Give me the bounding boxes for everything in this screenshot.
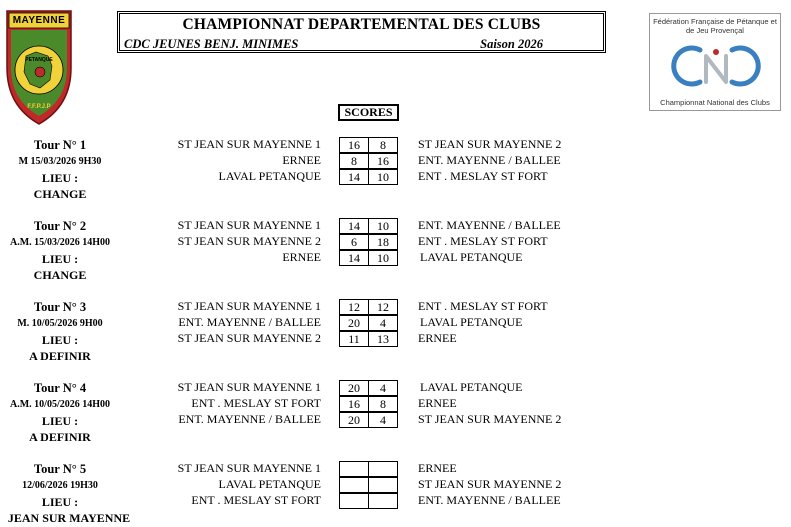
tour-place: A DEFINIR <box>29 349 91 363</box>
tour-date: A.M. 10/05/2026 14H00 <box>10 399 110 410</box>
away-team: ERNEE <box>418 331 457 345</box>
home-team: ST JEAN SUR MAYENNE 1 <box>177 299 321 313</box>
home-team: ST JEAN SUR MAYENNE 1 <box>177 380 321 394</box>
home-team: ENT. MAYENNE / BALLEE <box>178 315 321 329</box>
home-team: ERNEE <box>282 250 321 264</box>
home-team: ST JEAN SUR MAYENNE 1 <box>177 461 321 475</box>
home-team: ST JEAN SUR MAYENNE 2 <box>177 331 321 345</box>
tour-lieu: LIEU : <box>41 252 79 266</box>
away-team: ENT. MAYENNE / BALLEE <box>418 153 561 167</box>
tour-lieu: LIEU : <box>41 333 79 347</box>
score-away[interactable] <box>368 461 398 477</box>
score-away: 12 <box>368 299 398 315</box>
score-away[interactable] <box>368 477 398 493</box>
score-away: 10 <box>368 250 398 266</box>
score-home: 14 <box>339 218 369 234</box>
mayenne-logo <box>4 8 74 126</box>
score-away: 4 <box>368 315 398 331</box>
score-away: 4 <box>368 380 398 396</box>
logo-footer-text: F.F.P.J.P <box>27 104 51 110</box>
away-team: ENT . MESLAY ST FORT <box>418 169 548 183</box>
score-home: 14 <box>339 250 369 266</box>
tour-date: A.M. 15/03/2026 14H00 <box>10 237 110 248</box>
page-subtitle: CDC JEUNES BENJ. MINIMES <box>124 37 299 51</box>
score-home: 16 <box>339 396 369 412</box>
score-away[interactable] <box>368 493 398 509</box>
score-away: 4 <box>368 412 398 428</box>
tour-place: CHANGE <box>33 268 87 282</box>
score-home[interactable] <box>339 461 369 477</box>
tour-date: M 15/03/2026 9H30 <box>18 156 102 167</box>
score-home: 6 <box>339 234 369 250</box>
score-away: 10 <box>368 218 398 234</box>
tour-title: Tour N° 4 <box>33 381 87 395</box>
tour-title: Tour N° 1 <box>33 138 87 152</box>
home-team: ST JEAN SUR MAYENNE 2 <box>177 234 321 248</box>
away-team: ST JEAN SUR MAYENNE 2 <box>418 137 562 151</box>
tour-lieu: LIEU : <box>41 171 79 185</box>
away-team: ST JEAN SUR MAYENNE 2 <box>418 477 562 491</box>
scores-heading: SCORES <box>338 104 399 121</box>
ffpjp-logo <box>649 13 781 111</box>
tour-title: Tour N° 3 <box>33 300 87 314</box>
away-team: LAVAL PETANQUE <box>420 315 523 329</box>
score-away: 16 <box>368 153 398 169</box>
home-team: ST JEAN SUR MAYENNE 1 <box>177 218 321 232</box>
score-home: 20 <box>339 412 369 428</box>
logo-inner-text: PETANQUE <box>25 57 53 63</box>
score-home: 11 <box>339 331 369 347</box>
ffpjp-bottom-text: Championnat National des Clubs <box>660 98 770 107</box>
score-away: 10 <box>368 169 398 185</box>
away-team: ST JEAN SUR MAYENNE 2 <box>418 412 562 426</box>
home-team: ERNEE <box>282 153 321 167</box>
score-home: 8 <box>339 153 369 169</box>
tour-lieu: LIEU : <box>41 495 79 509</box>
score-home[interactable] <box>339 477 369 493</box>
tour-place: JEAN SUR MAYENNE <box>7 511 131 525</box>
away-team: ENT . MESLAY ST FORT <box>418 299 548 313</box>
away-team: LAVAL PETANQUE <box>420 380 523 394</box>
cnc-logo-icon <box>670 42 762 90</box>
away-team: ENT. MAYENNE / BALLEE <box>418 218 561 232</box>
season-label: Saison 2026 <box>480 37 543 51</box>
away-team: ERNEE <box>418 461 457 475</box>
score-home[interactable] <box>339 493 369 509</box>
score-home: 20 <box>339 380 369 396</box>
score-away: 8 <box>368 396 398 412</box>
page-title: CHAMPIONNAT DEPARTEMENTAL DES CLUBS <box>182 16 541 33</box>
tour-date: M. 10/05/2026 9H00 <box>17 318 103 329</box>
score-away: 8 <box>368 137 398 153</box>
score-home: 12 <box>339 299 369 315</box>
score-away: 13 <box>368 331 398 347</box>
logo-banner-text: MAYENNE <box>12 15 66 26</box>
score-home: 16 <box>339 137 369 153</box>
home-team: LAVAL PETANQUE <box>218 477 321 491</box>
ffpjp-top-text: Fédération Française de Pétanque et de Jeu Provençal <box>653 17 777 35</box>
tour-title: Tour N° 2 <box>33 219 87 233</box>
away-team: ENT . MESLAY ST FORT <box>418 234 548 248</box>
score-home: 20 <box>339 315 369 331</box>
tour-place: A DEFINIR <box>29 430 91 444</box>
away-team: ERNEE <box>418 396 457 410</box>
home-team: LAVAL PETANQUE <box>218 169 321 183</box>
away-team: ENT. MAYENNE / BALLEE <box>418 493 561 507</box>
tour-place: CHANGE <box>33 187 87 201</box>
title-box <box>117 11 606 53</box>
tour-title: Tour N° 5 <box>33 462 87 476</box>
home-team: ENT. MAYENNE / BALLEE <box>178 412 321 426</box>
home-team: ST JEAN SUR MAYENNE 1 <box>177 137 321 151</box>
score-away: 18 <box>368 234 398 250</box>
score-home: 14 <box>339 169 369 185</box>
home-team: ENT . MESLAY ST FORT <box>191 396 321 410</box>
home-team: ENT . MESLAY ST FORT <box>191 493 321 507</box>
tour-date: 12/06/2026 19H30 <box>22 480 98 491</box>
away-team: LAVAL PETANQUE <box>420 250 523 264</box>
tour-lieu: LIEU : <box>41 414 79 428</box>
